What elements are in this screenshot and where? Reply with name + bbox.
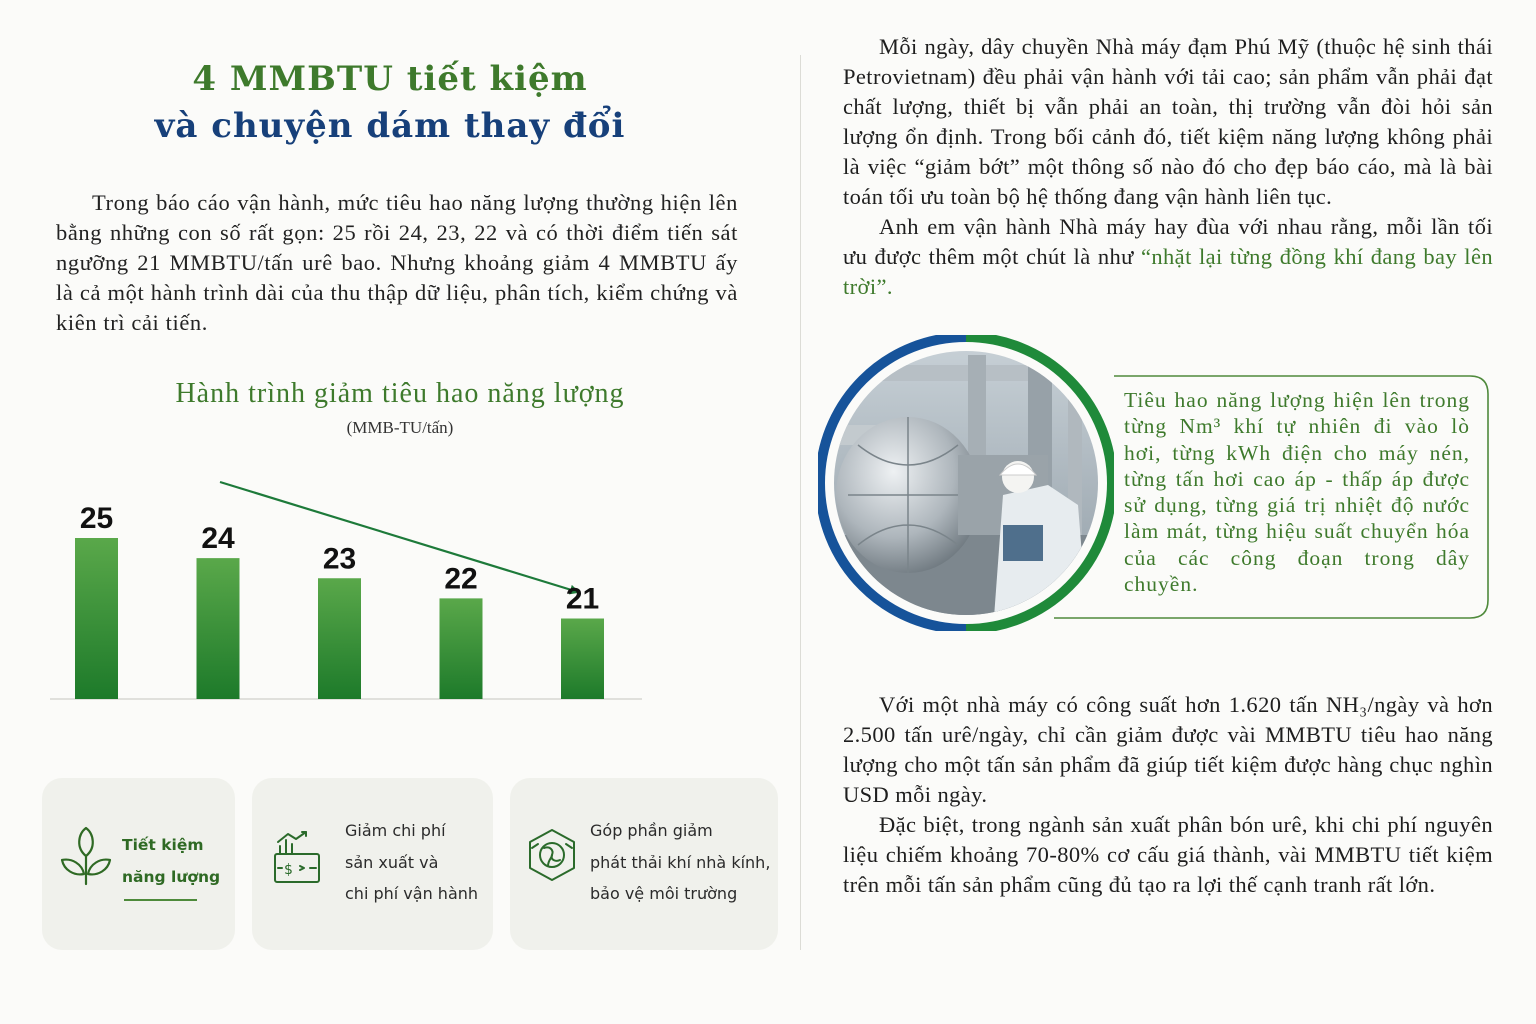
title-line-2: và chuyện dám thay đổi (154, 106, 626, 146)
eco-globe-icon (524, 826, 580, 886)
paragraph-competitive-advantage: Đặc biệt, trong ngành sản xuất phân bón urê, khi chi phí nguyên liệu chiếm khoảng 70-80% cơ cấu giá thành, vài MMBTU tiết kiệm trên mỗi tấn sản phẩm cũng đủ tạo ra lợi thế cạnh tranh rất lớn. (843, 812, 1493, 897)
plant-engineer-photo (818, 335, 1114, 631)
lead-paragraph: Trong báo cáo vận hành, mức tiêu hao năng lượng thường hiện lên bằng những con số rất gọn: 25 rồi 24, 23, 22 và có thời điểm tiến sát ngưỡng 21 MMBTU/tấn urê bao. Nhưng khoảng giảm 4 MMBTU ấy là cả một hành trình dài của thu thập dữ liệu, phân tích, kiểm chứng và kiên trì cải tiến. (56, 190, 738, 335)
column-divider (800, 55, 801, 950)
bar-label-25: 25 (79, 502, 114, 535)
svg-text:$: $ (284, 862, 293, 878)
benefit-label-energy: Tiết kiệm năng lượng (122, 836, 221, 886)
bar-25 (75, 538, 118, 699)
bar-label-23: 23 (322, 542, 357, 576)
page-title (90, 56, 690, 150)
bar-label-24: 24 (201, 522, 235, 556)
chart-unit: (MMB-TU/tấn) (346, 418, 454, 437)
bar-24 (197, 558, 240, 699)
energy-bar-chart (40, 470, 660, 730)
trend-arrow (220, 482, 578, 592)
bar-22 (440, 598, 483, 699)
bar-21 (561, 619, 604, 700)
benefit-label-emission: Góp phần giảm phát thải khí nhà kính, bảo vệ môi trường (590, 821, 771, 903)
paragraph-operators-joke: Anh em vận hành Nhà máy hay đùa với nhau rằng, mỗi lần tối ưu được thêm một chút là như “nhặt lại từng đồng khí đang bay lên trời”. (843, 214, 1493, 299)
money-chart-icon (272, 830, 326, 886)
benefit-card-emission (510, 778, 778, 950)
paragraph-capacity: Với một nhà máy có công suất hơn 1.620 tấn NH₃/ngày và hơn 2.500 tấn urê/ngày, chỉ cần giảm được vài MMBTU tiêu hao năng lượng cho một tấn sản phẩm đã giúp tiết kiệm được hàng chục nghìn USD mỗi ngày. (843, 692, 1493, 807)
benefit-card-cost (252, 778, 493, 950)
bar-label-22: 22 (444, 562, 478, 596)
chart-title: Hành trình giảm tiêu hao năng lượng (175, 378, 625, 409)
right-text-bottom (843, 690, 1493, 900)
leaf-sprout-icon (58, 826, 114, 888)
bar-23 (318, 578, 361, 699)
benefit-label-cost: Giảm chi phí sản xuất và chi phí vận hành (345, 821, 479, 903)
paragraph-daily-operation: Mỗi ngày, dây chuyền Nhà máy đạm Phú Mỹ (thuộc hệ sinh thái Petrovietnam) đều phải vận hành với tải cao; sản phẩm vẫn phải đạt chất lượng, thiết bị vẫn phải an toàn, thị trường vẫn đòi hỏi sản lượng ổn định. Trong bối cảnh đó, tiết kiệm năng lượng không phải là việc “giảm bớt” một thông số nào đó cho đẹp báo cáo, mà là bài toán tối ưu toàn bộ hệ thống đang vận hành liên tục. (843, 34, 1493, 209)
title-line-1: 4 MMBTU tiết kiệm (192, 59, 588, 99)
quote-text: “nhặt lại từng đồng khí đang bay lên trời”. (843, 244, 1493, 299)
callout-text: Tiêu hao năng lượng hiện lên trong từng Nm³ khí tự nhiên đi vào lò hơi, từng kWh điện cho máy nén, từng tấn hơi cao áp - thấp áp được sử dụng, từng giá trị nhiệt độ nước làm mát, từng hiệu suất chuyển hóa của các công đoạn trong dây chuyền. (1124, 388, 1470, 597)
benefit-underline (124, 899, 197, 901)
bar-label-21: 21 (565, 582, 600, 616)
benefit-card-energy (42, 778, 235, 950)
right-text-top (843, 32, 1493, 302)
